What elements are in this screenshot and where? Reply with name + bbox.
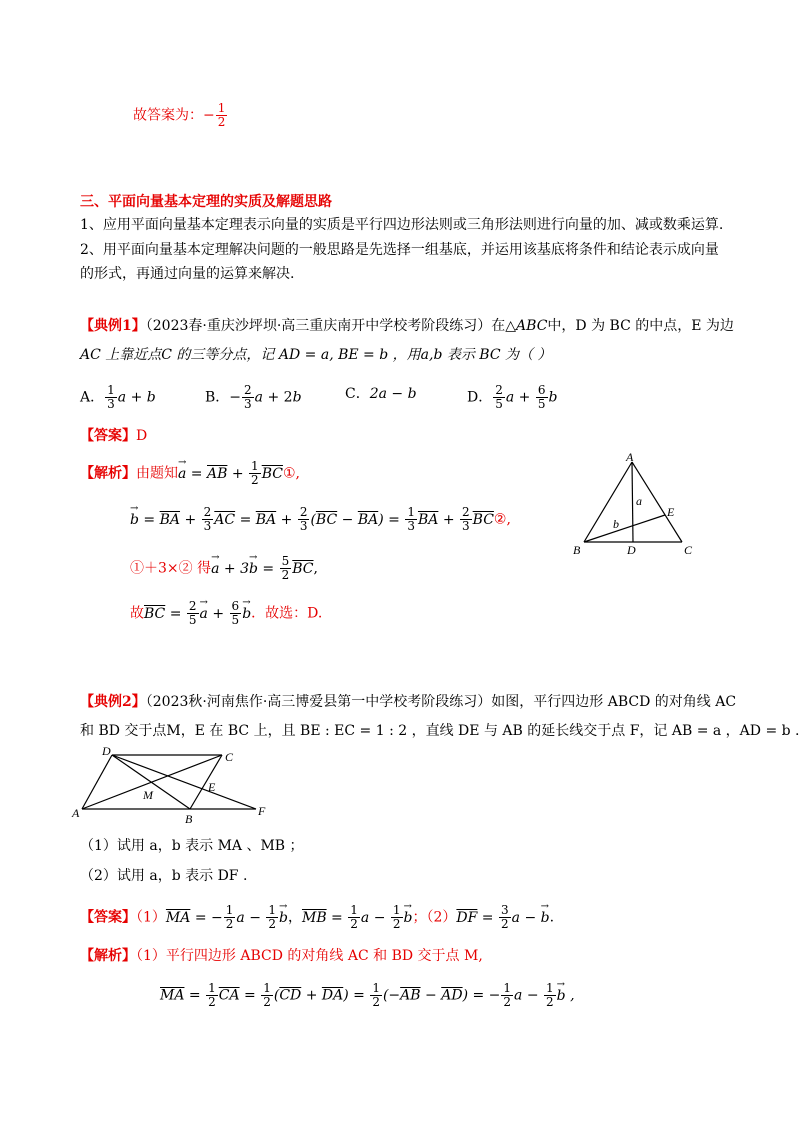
fig2-label-f: F [258, 804, 266, 818]
section-heading: 三、平面向量基本定理的实质及解题思路 [80, 194, 332, 210]
option-d: D． $\frac{2}{5}$ a + $\frac{6}{5}$ b [467, 383, 558, 411]
example-2-tag: 【典例2】 [80, 694, 146, 710]
fig2-label-d: D [102, 745, 111, 758]
section-paragraph-1: 1、应用平面向量基本定理表示向量的实质是平行四边形法则或三角形法则进行向量的加、减或数乘运算. [80, 217, 724, 233]
parallelogram-figure [70, 745, 280, 825]
fig2-label-a: A [72, 806, 80, 820]
previous-answer-label: 故答案为： [133, 107, 203, 124]
fig2-label-c: C [225, 750, 234, 764]
fig1-label-b: B [573, 543, 581, 557]
fig1-label-vec-a: a [636, 494, 642, 508]
fig2-label-b: B [185, 812, 193, 825]
example-1-tag: 【典例1】 [80, 318, 146, 334]
example-2-question-2: （2）试用 a，b 表示 DF . [80, 868, 248, 884]
example-1-solution-line-4: 故$\overline{BC}$ = $\frac{2}{5}$ → a + $\frac{6}{5}$ → b．故选：D. [130, 600, 322, 627]
example-1-solution-line-2: → $b = \overline{BA}$ + $\frac{2}{3}$ $\overline{AC} = \overline{BA}$ + $\frac{2}{3}$ $(\overline{BC} - \overline{BA})$ = $\frac{1}{3}$ $\overline{BA}$ + $\frac{2}{3}$ $\overline{BC}②$, [130, 506, 511, 533]
example-2-answer: 【答案】$(1)\overline{MA}$ = − $\frac{1}{2}$ a − $\frac{1}{2}$ → b，$\overline{MB}$ = $\frac{1}{2}$ a − $\frac{1}{2}$ → b；$(2)\overline{DF}$ = $\frac{3}{2}$ a − → b. [80, 904, 554, 931]
example-1-stem-line-2: AC 上靠近点C 的三等分点，记 AD = a, BE = b ，用a,b 表示 BC 为（ ） [80, 347, 552, 363]
example-2-solution-line-1: 【解析】（1）平行四边形 ABCD 的对角线 AC 和 BD 交于点 M, [80, 948, 483, 964]
section-paragraph-2b: 的形式，再通过向量的运算来解决. [80, 266, 295, 282]
fraction: $\frac{1}{2}$ [217, 101, 226, 129]
option-a: A． $\frac{1}{3}$ a + b [80, 383, 156, 411]
solution-tag-2: 【解析】 [80, 948, 136, 964]
example-1-answer: 【答案】D [80, 428, 148, 444]
fig1-label-vec-b: b [613, 517, 619, 531]
example-2-solution-line-2: $\overline{MA}$ = $\frac{1}{2}$ $\overline{CA}$ = $\frac{1}{2}$ $(\overline{CD} + \overline{DA})$ = $\frac{1}{2}$ $(-\overline{AB} - \overline{AD})$ = − $\frac{1}{2}$ a − $\frac{1}{2}$ → b , [160, 982, 575, 1009]
example-1-stem-line-1 [80, 316, 734, 336]
section-paragraph-2a: 2、用平面向量基本定理解决问题的一般思路是先选择一组基底，并运用该基底将条件和结论表示成向量 [80, 242, 719, 258]
solution-tag: 【解析】 [80, 465, 136, 482]
example-1-solution-line-3: ①＋3×② 得→ a + 3→ b = $\frac{5}{2}$ $\overline{BC}$, [130, 555, 318, 582]
example-2-question-1: （1）试用 a，b 表示 MA 、MB ； [80, 838, 304, 854]
fig1-label-e: E [667, 505, 675, 519]
fig2-label-e: E [208, 780, 216, 794]
previous-answer: 故答案为：− $\frac{1}{2}$ [133, 101, 226, 129]
fig1-label-c: C [684, 543, 693, 557]
triangle-figure [570, 450, 700, 560]
example-1-stem-rest: 中，D 为 BC 的中点，E 为边 [547, 318, 734, 334]
fig2-label-m: M [143, 788, 153, 802]
example-1-solution-line-1: 【解析】由题知→ $a = \overline{AB}$ + $\frac{1}{2}$ $\overline{BC}①$, [80, 460, 300, 487]
fig1-label-a: A [626, 450, 634, 464]
example-1-source: （2023春·重庆沙坪坝·高三重庆南开中学校考阶段练习）在 [145, 318, 506, 334]
option-b: B．− $\frac{2}{3}$ a + 2b [205, 383, 302, 411]
fig1-label-d: D [627, 543, 636, 557]
triangle-abc: △ABC [505, 318, 548, 334]
option-c: C．2a − b [345, 386, 417, 402]
example-2-stem-line-1: 【典例2】（2023秋·河南焦作·高三博爱县第一中学校考阶段练习）如图，平行四边形 ABCD 的对角线 AC [80, 694, 737, 710]
example-2-stem-line-2: 和 BD 交于点M，E 在 BC 上，且 BE : EC = 1 : 2 ，直线 DE 与 AB 的延长线交于点 F，记 AB = a ，AD = b . [80, 723, 800, 739]
